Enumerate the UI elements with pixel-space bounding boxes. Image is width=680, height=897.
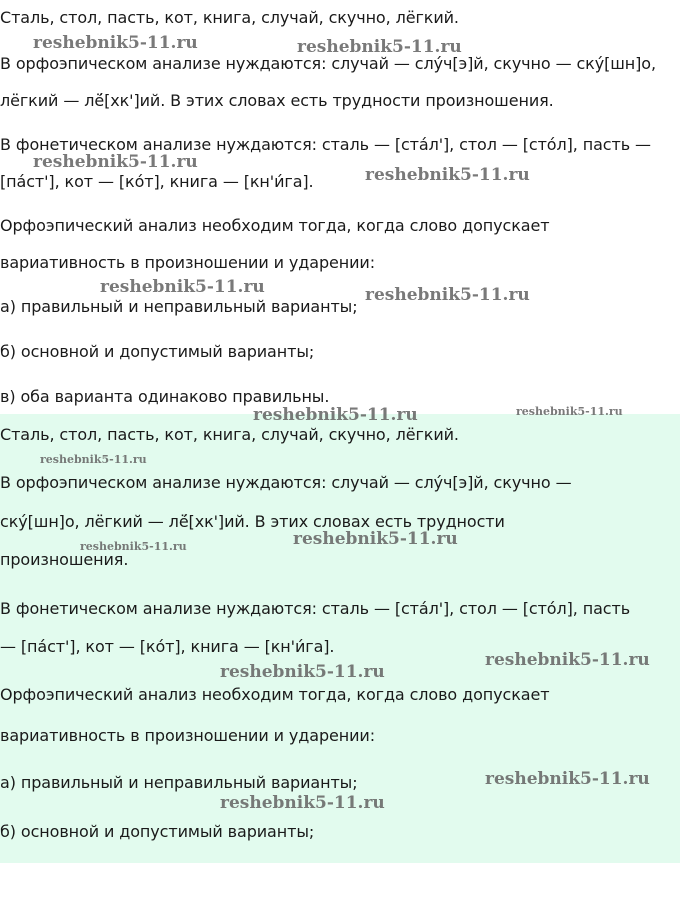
watermark-text: reshebnik5-11.ru [485, 650, 650, 670]
panel-line-1: Сталь, стол, пасть, кот, книга, случай, скучно, лёгкий. [0, 425, 459, 444]
top-line-1: Сталь, стол, пасть, кот, книга, случай, скучно, лёгкий. [0, 8, 459, 27]
watermark-text: reshebnik5-11.ru [485, 769, 650, 789]
watermark-text: reshebnik5-11.ru [100, 277, 265, 297]
panel-line-10: б) основной и допустимый варианты; [0, 822, 315, 841]
top-line-10: в) оба варианта одинаково правильны. [0, 387, 330, 406]
watermark-text: reshebnik5-11.ru [516, 405, 623, 418]
top-line-3: лёгкий — лё́[хк']ий. В этих словах есть трудности произношения. [0, 91, 554, 110]
top-line-4: В фонетическом анализе нуждаются: сталь — [ста́л'], стол — [сто́л], пасть — [0, 135, 651, 154]
panel-line-7: Орфоэпический анализ необходим тогда, когда слово допускает [0, 685, 550, 704]
panel-line-5: В фонетическом анализе нуждаются: сталь — [ста́л'], стол — [сто́л], пасть [0, 599, 631, 618]
watermark-text: reshebnik5-11.ru [297, 37, 462, 57]
panel-line-6: — [па́ст'], кот — [ко́т], книга — [кн'и́га]. [0, 637, 335, 656]
panel-line-4: произношения. [0, 550, 129, 569]
watermark-text: reshebnik5-11.ru [33, 33, 198, 53]
top-line-2: В орфоэпическом анализе нуждаются: случай — слу́ч[э]й, скучно — ску́[шн]о, [0, 54, 656, 73]
top-line-8: а) правильный и неправильный варианты; [0, 297, 358, 316]
panel-line-9: а) правильный и неправильный варианты; [0, 773, 358, 792]
top-line-9: б) основной и допустимый варианты; [0, 342, 315, 361]
watermark-text: reshebnik5-11.ru [40, 453, 147, 466]
watermark-text: reshebnik5-11.ru [220, 793, 385, 813]
panel-line-2: В орфоэпическом анализе нуждаются: случай — слу́ч[э]й, скучно — [0, 473, 572, 492]
top-line-5: [па́ст'], кот — [ко́т], книга — [кн'и́га]. [0, 172, 314, 191]
watermark-text: reshebnik5-11.ru [253, 405, 418, 425]
watermark-text: reshebnik5-11.ru [293, 529, 458, 549]
top-line-7: вариативность в произношении и ударении: [0, 253, 376, 272]
watermark-text: reshebnik5-11.ru [33, 152, 198, 172]
top-line-6: Орфоэпический анализ необходим тогда, когда слово допускает [0, 216, 550, 235]
panel-line-8: вариативность в произношении и ударении: [0, 726, 376, 745]
watermark-text: reshebnik5-11.ru [365, 165, 530, 185]
panel-line-3: ску́[шн]о, лёгкий — лё́[хк']ий. В этих словах есть трудности [0, 512, 505, 531]
watermark-text: reshebnik5-11.ru [220, 662, 385, 682]
watermark-text: reshebnik5-11.ru [80, 540, 187, 553]
watermark-text: reshebnik5-11.ru [365, 285, 530, 305]
